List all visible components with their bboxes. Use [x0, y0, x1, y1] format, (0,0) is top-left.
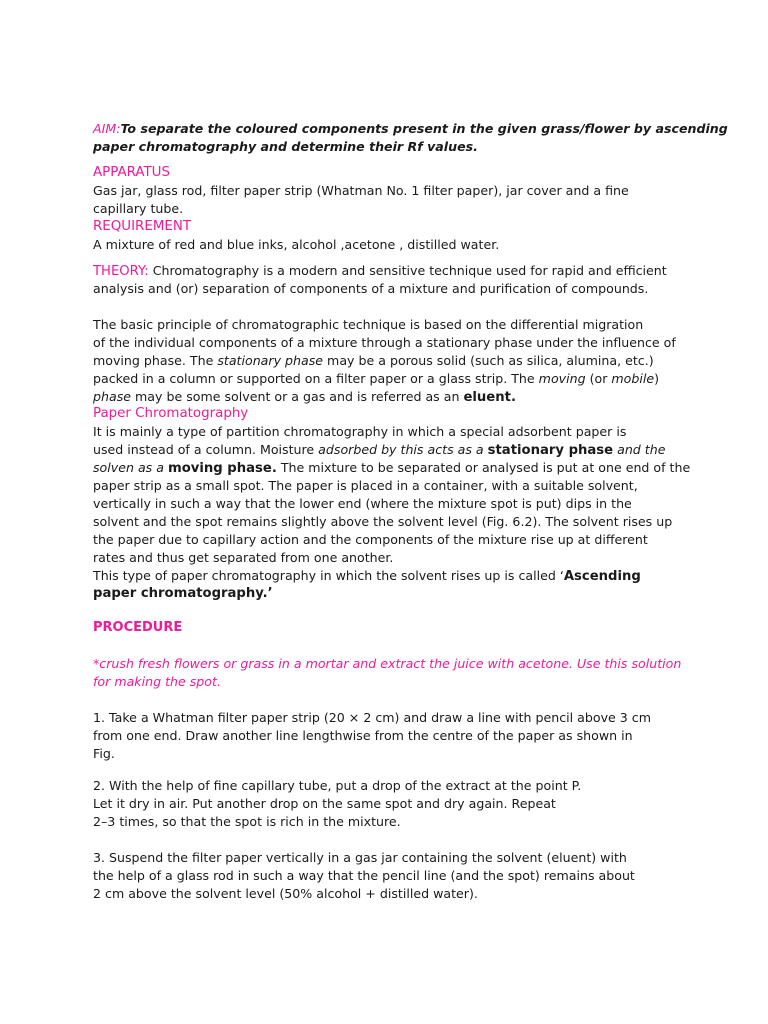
theory-text-line-1: Chromatography is a modern and sensitive technique used for rapid and efficient	[148, 263, 667, 278]
paper-chromatography-section	[93, 405, 693, 603]
principle-line-4	[93, 370, 693, 388]
principle-line-2: of the individual components of a mixture through a stationary phase under the influence of	[93, 335, 676, 350]
aim-text-line-2: paper chromatography and determine their Rf values.	[93, 139, 478, 154]
pc-text: This type of paper chromatography in which the solvent rises up is called ‘	[93, 568, 564, 583]
apparatus-line-2: capillary tube.	[93, 201, 184, 216]
step-2-line-3: 2–3 times, so that the spot is rich in the mixture.	[93, 814, 401, 829]
principle-text: moving phase. The	[93, 353, 218, 368]
principle-text: )	[654, 371, 660, 386]
principle-text: may be some solvent or a gas and is referred as an	[131, 389, 464, 404]
principle-text: (or	[585, 371, 612, 386]
aim-label: AIM:	[93, 121, 121, 136]
pc-line-6: solvent and the spot remains slightly above the solvent level (Fig. 6.2). The solvent rises up	[93, 514, 673, 529]
pc-line-10: paper chromatography.’	[93, 586, 273, 601]
pc-line-7: the paper due to capillary action and the components of the mixture rise up at different	[93, 532, 648, 547]
step-3-line-3: 2 cm above the solvent level (50% alcohol + distilled water).	[93, 886, 478, 901]
theory-label: THEORY:	[93, 264, 149, 279]
step-3-line-2: the help of a glass rod in such a way that the pencil line (and the spot) remains about	[93, 868, 635, 883]
requirement-line-1: A mixture of red and blue inks, alcohol ,acetone , distilled water.	[93, 237, 500, 252]
principle-text: packed in a column or supported on a filter paper or a glass strip. The	[93, 371, 539, 386]
pc-bold: stationary phase	[487, 443, 614, 458]
pc-line-3	[93, 459, 693, 477]
procedure-step-1	[93, 709, 693, 763]
procedure-step-2	[93, 777, 693, 831]
procedure-section	[93, 619, 693, 637]
step-1-line-3: Fig.	[93, 746, 115, 761]
theory-text-line-2: analysis and (or) separation of components of a mixture and purification of compounds.	[93, 281, 649, 296]
principle-line-5	[93, 388, 693, 406]
pc-line-8: rates and thus get separated from one another.	[93, 550, 394, 565]
step-1-line-1: 1. Take a Whatman filter paper strip (20 × 2 cm) and draw a line with pencil above 3 cm	[93, 710, 651, 725]
principle-emphasis: stationary phase	[217, 353, 324, 368]
principle-paragraph	[93, 316, 693, 406]
requirement-section	[93, 218, 693, 254]
procedure-note-line-1: *crush fresh flowers or grass in a mortar and extract the juice with acetone. Use this solution	[93, 656, 682, 671]
procedure-heading: PROCEDURE	[93, 620, 183, 635]
step-1-line-2: from one end. Draw another line lengthwise from the centre of the paper as shown in	[93, 728, 633, 743]
pc-line-5: vertically in such a way that the lower end (where the mixture spot is put) dips in the	[93, 496, 632, 511]
pc-line-1: It is mainly a type of partition chromatography in which a special adsorbent paper is	[93, 424, 627, 439]
pc-line-9	[93, 567, 693, 585]
principle-emphasis: mobile	[611, 371, 655, 386]
principle-bold: eluent.	[463, 390, 516, 405]
pc-text: used instead of a column. Moisture	[93, 442, 319, 457]
principle-line-3	[93, 352, 693, 370]
principle-line-1: The basic principle of chromatographic technique is based on the differential migration	[93, 317, 644, 332]
apparatus-heading: APPARATUS	[93, 165, 170, 180]
apparatus-section	[93, 164, 693, 218]
pc-emphasis: solven as a	[93, 460, 168, 475]
principle-emphasis: moving	[538, 371, 586, 386]
step-2-line-1: 2. With the help of fine capillary tube, put a drop of the extract at the point P.	[93, 778, 582, 793]
pc-line-4: paper strip as a small spot. The paper is placed in a container, with a suitable solvent,	[93, 478, 638, 493]
pc-bold: Ascending	[563, 569, 641, 584]
pc-bold: moving phase.	[167, 461, 277, 476]
procedure-note-line-2: for making the spot.	[93, 674, 221, 689]
apparatus-line-1: Gas jar, glass rod, filter paper strip (Whatman No. 1 filter paper), jar cover and a fine	[93, 183, 629, 198]
theory-section	[93, 262, 693, 298]
pc-emphasis: and the	[613, 442, 666, 457]
aim-text-line-1: To separate the coloured components present in the given grass/flower by ascending	[120, 121, 728, 136]
pc-line-2	[93, 441, 693, 459]
procedure-step-3	[93, 849, 693, 903]
principle-emphasis: phase	[93, 389, 132, 404]
pc-text: The mixture to be separated or analysed is put at one end of the	[276, 460, 691, 475]
step-2-line-2: Let it dry in air. Put another drop on the same spot and dry again. Repeat	[93, 796, 556, 811]
step-3-line-1: 3. Suspend the filter paper vertically in a gas jar containing the solvent (eluent) with	[93, 850, 627, 865]
requirement-heading: REQUIREMENT	[93, 219, 192, 234]
paper-chromatography-heading: Paper Chromatography	[93, 406, 249, 421]
aim-section	[93, 120, 728, 156]
procedure-note	[93, 655, 693, 691]
principle-text: may be a porous solid (such as silica, alumina, etc.)	[323, 353, 654, 368]
pc-emphasis: adsorbed by this acts as a	[318, 442, 488, 457]
